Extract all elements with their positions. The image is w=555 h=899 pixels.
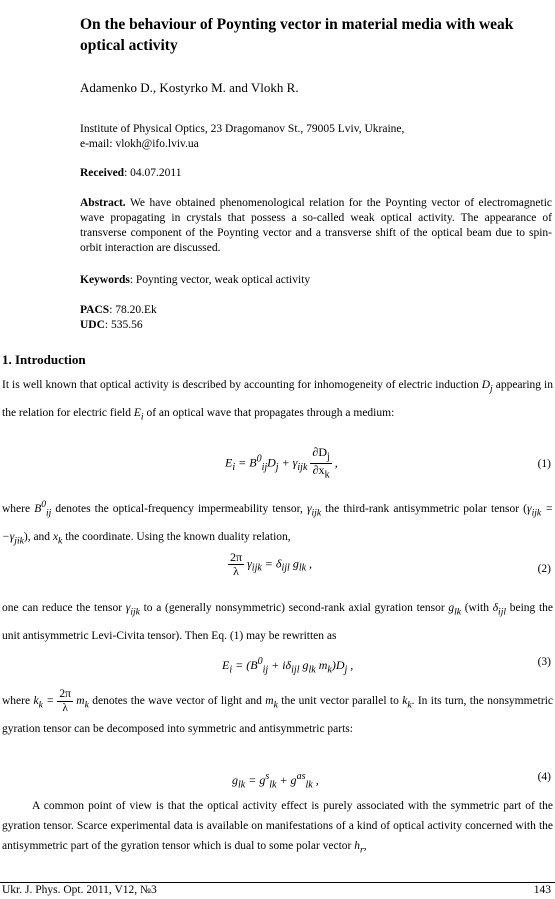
institute: Institute of Physical Optics, 23 Dragomanov St., 79005 Lviv, Ukraine,: [80, 123, 405, 135]
pacs-text: : 78.20.Ek: [109, 304, 157, 316]
pacs-label: PACS: [80, 304, 110, 316]
text-run: the coordinate. Using the known duality relation,: [62, 531, 291, 544]
text-run: ,: [363, 840, 367, 852]
equation-4: $g_{lk} = g^s_{lk} + g^{as}_{lk}$ ,: [232, 771, 319, 791]
journal-citation: Ukr. J. Phys. Opt. 2011, V12, №3: [2, 884, 157, 896]
udc-text: : 535.56: [104, 319, 143, 331]
received-line: [80, 167, 181, 179]
text-run: to a (generally nonsymmetric) second-rank axial gyration tensor: [139, 602, 449, 614]
received-label: Received: [80, 167, 125, 179]
paper-title: On the behaviour of Poynting vector in material media with weak optical activity: [80, 16, 514, 54]
udc-label: UDC: [80, 319, 105, 331]
text-run: ), and: [23, 531, 53, 544]
section-heading: 1. Introduction: [2, 352, 86, 367]
paragraph-1: It is well known that optical activity is described by accounting for inhomogeneity of electric induction $D_j$ appearing in the relation for electric field $E_i$ of an optical wave that propagates through a medium:: [2, 379, 553, 423]
text-run: appearing in the relation for electric field: [2, 379, 553, 420]
email: e-mail: vlokh@ifo.lviv.ua: [80, 138, 199, 150]
abstract-label: Abstract.: [80, 197, 126, 209]
page-number: 143: [533, 884, 551, 896]
footer-rule: [0, 882, 555, 883]
equation-1: $E_i = B^0_{ij}D_j + \gamma_{ijk}$ $\frac{\partial D_j}{\partial x_k}$ ,: [225, 445, 338, 481]
pacs-line: [80, 303, 157, 318]
equation-number: (4): [537, 771, 551, 783]
text-run: denotes the wave vector of light and: [88, 695, 266, 708]
affiliation: [80, 122, 540, 152]
paragraph-5: A common point of view is that the optical activity effect is purely associated with the symmetric part of the gyration tensor. Scarce experimental data is available on manifestations of a kind of optical activity concerned with the antisymmetric part of the gyration tensor which is dual to some polar vector $h_r$,: [2, 800, 553, 856]
text-run: being the unit antisymmetric Levi-Civita tensor). Then Eq. (1) may be rewritten as: [2, 602, 554, 643]
equation-number: (1): [537, 458, 551, 470]
paragraph-4: where $k_k$ = $\frac{2\pi}{\lambda}$ $m_k$ denotes the wave vector of light and $m_k$ the unit vector parallel to $k_k$. In its turn, the nonsymmetric gyration tensor can be decomposed into symmetric and antisymmetric parts:: [2, 688, 553, 736]
abstract-text: We have obtained phenomenological relation for the Poynting vector of electromagnetic wave propagating in crystals that possess a so-called weak optical activity. The appearance of transverse component of the Poynting vector and a transverse shift of the optical beam due to spin-orbit interaction are discussed.: [80, 197, 552, 254]
classification: [80, 303, 157, 333]
paragraph-2: where $B^0_{ij}$ denotes the optical-frequency impermeability tensor, $\gamma_{ijk}$ the third-rank antisymmetric polar tensor $(\gamma_{ijk} = -\gamma_{jik})$, and $x_k$ the coordinate. Using the known duality relation,: [2, 499, 553, 547]
text-run: of an optical wave that propagates through a medium:: [143, 407, 395, 420]
keywords-label: Keywords: [80, 274, 130, 286]
equation-number: (3): [537, 656, 551, 668]
authors: Adamenko D., Kostyrko M. and Vlokh R.: [80, 80, 299, 95]
udc-line: [80, 318, 157, 333]
equation-3: $E_i = (B^0_{ij} + i\delta_{ijl}$ $g_{lk}$ $m_k)D_j$ ,: [222, 656, 354, 676]
text-run: A common point of view is that the optical activity effect is purely associated with the symmetric part of the gyration tensor. Scarce experimental data is available on manifestations of a kind of optical activity concerned with the antisymmetric part of the gyration tensor which is dual to some polar vector: [2, 800, 553, 852]
text-run: one can reduce the tensor: [2, 602, 126, 614]
received-date: : 04.07.2011: [124, 167, 182, 179]
text-run: It is well known that optical activity is described by accounting for inhomogeneity of electric induction: [2, 379, 482, 391]
equation-2: $\frac{2\pi}{\lambda}$ $\gamma_{ijk} = \delta_{ijl}$ $g_{lk}$ ,: [230, 550, 313, 578]
text-run: (with: [461, 602, 493, 614]
text-run: where: [2, 502, 35, 515]
abstract: [80, 196, 552, 256]
keywords-text: : Poynting vector, weak optical activity: [129, 274, 311, 286]
paragraph-3: one can reduce the tensor $\gamma_{ijk}$ to a (generally nonsymmetric) second-rank axial gyration tensor $g_{lk}$ (with $\delta_{ijl}$ being the unit antisymmetric Levi-Civita tensor). Then Eq. (1) may be rewritten as: [2, 602, 554, 643]
equation-number: (2): [537, 563, 551, 575]
text-run: where: [2, 695, 34, 708]
text-run: the unit vector parallel to: [277, 695, 403, 708]
text-run: the third-rank antisymmetric polar tensor (: [321, 502, 528, 515]
text-run: . In its turn, the nonsymmetric gyration tensor can be decomposed into symmetric and antisymmetric parts:: [2, 695, 553, 736]
text-run: denotes the optical-frequency impermeability tensor,: [51, 502, 307, 515]
keywords: [80, 274, 310, 286]
